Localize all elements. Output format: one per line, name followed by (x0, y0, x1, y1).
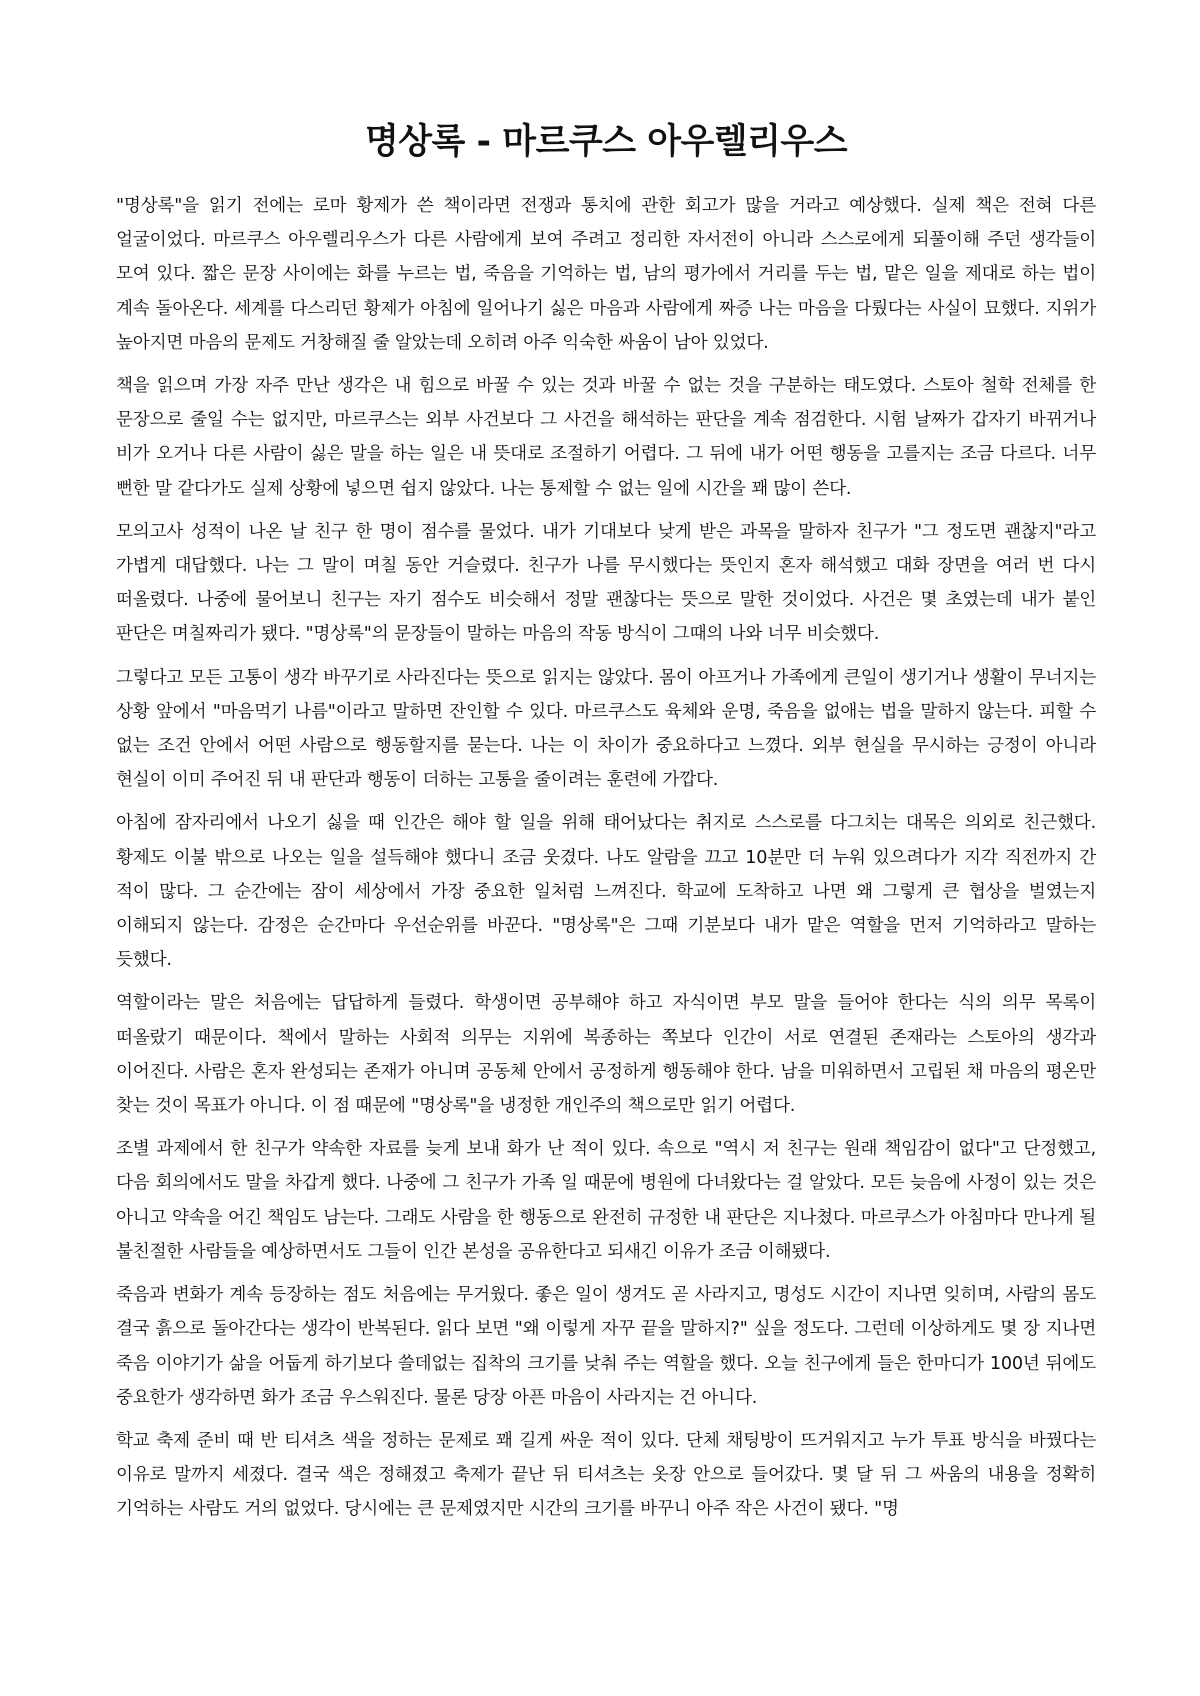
paragraph-3: 모의고사 성적이 나온 날 친구 한 명이 점수를 물었다. 내가 기대보다 낮게 받은 과목을 말하자 친구가 "그 정도면 괜찮지"라고 가볍게 대답했다. 나는 그 말이 며칠 동안 거슬렸다. 친구가 나를 무시했다는 뜻인지 혼자 해석했고 대화 장면을 여러 번 다시 떠올렸다. 나중에 물어보니 친구는 자기 점수도 비슷해서 정말 괜찮다는 뜻으로 말한 것이었다. 사건은 몇 초였는데 내가 붙인 판단은 며칠짜리가 됐다. "명상록"의 문장들이 말하는 마음의 작동 방식이 그때의 나와 너무 비슷했다. (116, 521, 1096, 645)
paragraph-7: 조별 과제에서 한 친구가 약속한 자료를 늦게 보내 화가 난 적이 있다. 속으로 "역시 저 친구는 원래 책임감이 없다"고 단정했고, 다음 회의에서도 말을 차갑게 했다. 나중에 그 친구가 가족 일 때문에 병원에 다녀왔다는 걸 알았다. 모든 늦음에 사정이 있는 것은 아니고 약속을 어긴 책임도 남는다. 그래도 사람을 한 행동으로 완전히 규정한 내 판단은 지나쳤다. 마르쿠스가 아침마다 만나게 될 불친절한 사람들을 예상하면서도 그들이 인간 본성을 공유한다고 되새긴 이유가 조금 이해됐다. (116, 1139, 1096, 1262)
paragraph-6: 역할이라는 말은 처음에는 답답하게 들렸다. 학생이면 공부해야 하고 자식이면 부모 말을 들어야 한다는 식의 의무 목록이 떠올랐기 때문이다. 책에서 말하는 사회적 의무는 지위에 복종하는 쪽보다 인간이 서로 연결된 존재라는 스토아의 생각과 이어진다. 사람은 혼자 완성되는 존재가 아니며 공동체 안에서 공정하게 행동해야 한다. 남을 미워하면서 고립된 채 마음의 평온만 찾는 것이 목표가 아니다. 이 점 때문에 "명상록"을 냉정한 개인주의 책으로만 읽기 어렵다. (116, 993, 1096, 1117)
paragraph-1: "명상록"을 읽기 전에는 로마 황제가 쓴 책이라면 전쟁과 통치에 관한 회고가 많을 거라고 예상했다. 실제 책은 전혀 다른 얼굴이었다. 마르쿠스 아우렐리우스가 다른 사람에게 보여 주려고 정리한 자서전이 아니라 스스로에게 되풀이해 주던 생각들이 모여 있다. 짧은 문장 사이에는 화를 누르는 법, 죽음을 기억하는 법, 남의 평가에서 거리를 두는 법, 맡은 일을 제대로 하는 법이 계속 돌아온다. 세계를 다스리던 황제가 아침에 일어나기 싫은 마음과 사람에게 짜증 나는 마음을 다뤘다는 사실이 묘했다. 지위가 높아지면 마음의 문제도 거창해질 줄 알았는데 오히려 아주 익숙한 싸움이 남아 있었다. (116, 196, 1096, 353)
paragraph-4: 그렇다고 모든 고통이 생각 바꾸기로 사라진다는 뜻으로 읽지는 않았다. 몸이 아프거나 가족에게 큰일이 생기거나 생활이 무너지는 상황 앞에서 "마음먹기 나름"이라고 말하면 잔인할 수 있다. 마르쿠스도 육체와 운명, 죽음을 없애는 법을 말하지 않는다. 피할 수 없는 조건 안에서 어떤 사람으로 행동할지를 묻는다. 나는 이 차이가 중요하다고 느꼈다. 외부 현실을 무시하는 긍정이 아니라 현실이 이미 주어진 뒤 내 판단과 행동이 더하는 고통을 줄이려는 훈련에 가깝다. (116, 667, 1096, 791)
paragraph-9: 학교 축제 준비 때 반 티셔츠 색을 정하는 문제로 꽤 길게 싸운 적이 있다. 단체 채팅방이 뜨거워지고 누가 투표 방식을 바꿨다는 이유로 말까지 세졌다. 결국 색은 정해졌고 축제가 끝난 뒤 티셔츠는 옷장 안으로 들어갔다. 몇 달 뒤 그 싸움의 내용을 정확히 기억하는 사람도 거의 없었다. 당시에는 큰 문제였지만 시간의 크기를 바꾸니 아주 작은 사건이 됐다. "명 (116, 1430, 1096, 1520)
document-title: 명상록 - 마르쿠스 아우렐리우스 (364, 122, 848, 162)
paragraph-8: 죽음과 변화가 계속 등장하는 점도 처음에는 무거웠다. 좋은 일이 생겨도 곧 사라지고, 명성도 시간이 지나면 잊히며, 사람의 몸도 결국 흙으로 돌아간다는 생각이 반복된다. 읽다 보면 "왜 이렇게 자꾸 끝을 말하지?" 싶을 정도다. 그런데 이상하게도 몇 장 지나면 죽음 이야기가 삶을 어둡게 하기보다 쓸데없는 집착의 크기를 낮춰 주는 역할을 했다. 오늘 친구에게 들은 한마디가 100년 뒤에도 중요한가 생각하면 화가 조금 우스워진다. 물론 당장 아픈 마음이 사라지는 건 아니다. (116, 1285, 1096, 1408)
paragraph-5: 아침에 잠자리에서 나오기 싫을 때 인간은 해야 할 일을 위해 태어났다는 취지로 스스로를 다그치는 대목은 의외로 친근했다. 황제도 이불 밖으로 나오는 일을 설득해야 했다니 조금 웃겼다. 나도 알람을 끄고 10분만 더 누워 있으려다가 지각 직전까지 간 적이 많다. 그 순간에는 잠이 세상에서 가장 중요한 일처럼 느껴진다. 학교에 도착하고 나면 왜 그렇게 큰 협상을 벌였는지 이해되지 않는다. 감정은 순간마다 우선순위를 바꾼다. "명상록"은 그때 기분보다 내가 맡은 역할을 먼저 기억하라고 말하는 듯했다. (116, 813, 1096, 971)
paragraph-2: 책을 읽으며 가장 자주 만난 생각은 내 힘으로 바꿀 수 있는 것과 바꿀 수 없는 것을 구분하는 태도였다. 스토아 철학 전체를 한 문장으로 줄일 수는 없지만, 마르쿠스는 외부 사건보다 그 사건을 해석하는 판단을 계속 점검한다. 시험 날짜가 갑자기 바뀌거나 비가 오거나 다른 사람이 싫은 말을 하는 일은 내 뜻대로 조절하기 어렵다. 그 뒤에 내가 어떤 행동을 고를지는 조금 다르다. 너무 뻔한 말 같다가도 실제 상황에 넣으면 쉽지 않았다. 나는 통제할 수 없는 일에 시간을 꽤 많이 쓴다. (116, 376, 1096, 499)
